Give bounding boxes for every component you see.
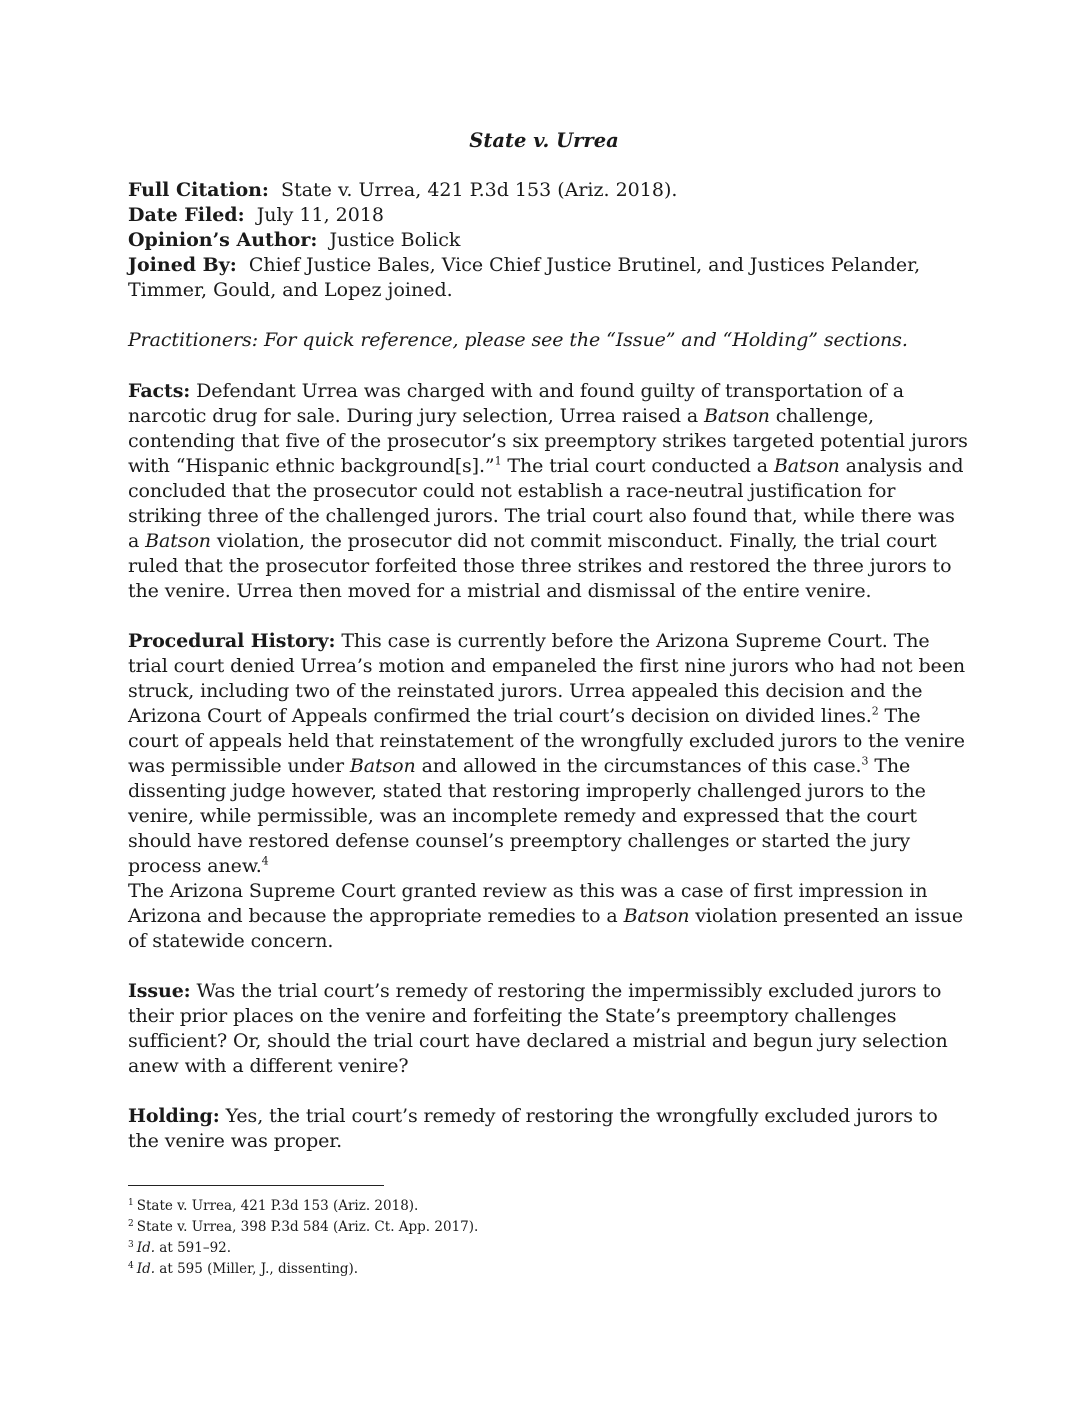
footnote-number: 2 bbox=[128, 1218, 134, 1229]
footnote-3 bbox=[128, 1238, 968, 1259]
review-text-1: The Arizona Supreme Court granted review as this was a case of first impression in Arizona and because the appropriate remedies to a bbox=[128, 880, 928, 927]
author-value: Justice Bolick bbox=[329, 229, 461, 251]
procedural-history-label: Procedural History: bbox=[128, 630, 336, 652]
footnote-4 bbox=[128, 1259, 968, 1280]
case-metadata bbox=[128, 178, 968, 303]
full-citation-label: Full Citation: bbox=[128, 179, 269, 201]
full-citation-value: State v. Urrea, 421 P.3d 153 (Ariz. 2018). bbox=[281, 179, 678, 201]
footnote-1 bbox=[128, 1196, 968, 1217]
issue-label: Issue: bbox=[128, 980, 191, 1002]
footnote-id-ref: Id. bbox=[136, 1240, 156, 1256]
batson-ref: Batson bbox=[349, 755, 416, 777]
facts-label: Facts: bbox=[128, 380, 191, 402]
footnote-2 bbox=[128, 1217, 968, 1238]
practitioners-note: Practitioners: For quick reference, please see the “Issue” and “Holding” sections. bbox=[128, 329, 908, 351]
footnote-ref-1[interactable]: 1 bbox=[494, 454, 502, 468]
date-filed-value: July 11, 2018 bbox=[256, 204, 385, 226]
footnote-id-ref: Id. bbox=[136, 1261, 156, 1277]
author-line bbox=[128, 228, 968, 253]
issue-text: Was the trial court’s remedy of restoring the impermissibly excluded jurors to their prior places on the venire and forfeiting the State’s preemptory challenges sufficient? Or, should the trial court have declared a mistrial and begun jury selection anew with a different venire? bbox=[128, 980, 948, 1077]
batson-ref: Batson bbox=[773, 455, 840, 477]
author-label: Opinion’s Author: bbox=[128, 229, 318, 251]
facts-text-4: analysis and concluded that the prosecutor could not establish a race-neutral justification for striking three of the challenged jurors. The trial court also found that, while there was a bbox=[128, 455, 964, 552]
holding-section bbox=[128, 1104, 968, 1154]
joined-by-label: Joined By: bbox=[128, 254, 237, 276]
footnote-number: 1 bbox=[128, 1197, 134, 1208]
footnote-number: 3 bbox=[128, 1239, 134, 1250]
joined-by-value: Chief Justice Bales, Vice Chief Justice Brutinel, and Justices Pelander, Timmer, Gould, and Lopez joined. bbox=[128, 254, 921, 301]
footnote-text: at 595 (Miller, J., dissenting). bbox=[155, 1261, 359, 1277]
review-text-2: violation presented an issue of statewide concern. bbox=[128, 905, 964, 952]
footnote-ref-2[interactable]: 2 bbox=[871, 704, 879, 718]
footnote-text: State v. Urrea, 398 P.3d 584 (Ariz. Ct. App. 2017). bbox=[136, 1219, 479, 1235]
footnote-ref-4[interactable]: 4 bbox=[261, 854, 269, 868]
procedural-text-1: This case is currently before the Arizona Supreme Court. The trial court denied Urrea’s motion and empaneled the first nine jurors who had not been struck, including two of the reinstated jurors. Urrea appealed this decision and the Arizona Court of Appeals confirmed the trial court’s decision on divided lines. bbox=[128, 630, 965, 727]
date-filed-label: Date Filed: bbox=[128, 204, 245, 226]
batson-ref: Batson bbox=[704, 405, 770, 427]
date-filed-line bbox=[128, 203, 968, 228]
footnotes-list bbox=[128, 1196, 968, 1280]
facts-text-3: The trial court conducted a bbox=[501, 455, 774, 477]
footnote-text: State v. Urrea, 421 P.3d 153 (Ariz. 2018). bbox=[136, 1198, 419, 1214]
footnote-ref-3[interactable]: 3 bbox=[861, 754, 869, 768]
footnote-number: 4 bbox=[128, 1260, 134, 1271]
review-paragraph bbox=[128, 879, 968, 954]
facts-text-1: Defendant Urrea was charged with and found guilty of transportation of a narcotic drug for sale. During jury selection, Urrea raised a bbox=[128, 380, 905, 427]
full-citation-line bbox=[128, 178, 968, 203]
holding-text: Yes, the trial court’s remedy of restoring the wrongfully excluded jurors to the venire was proper. bbox=[128, 1105, 938, 1152]
procedural-text-4: The dissenting judge however, stated that restoring improperly challenged jurors to the venire, while permissible, was an incomplete remedy and expressed that the court should have restored defense counsel’s preemptory challenges or started the jury process anew. bbox=[128, 755, 926, 877]
case-title: State v. Urrea bbox=[469, 129, 619, 152]
joined-by-line bbox=[128, 253, 968, 303]
procedural-text-2: The court of appeals held that reinstatement of the wrongfully excluded jurors to the venire was permissible under bbox=[128, 705, 965, 777]
footnote-divider bbox=[128, 1185, 384, 1186]
batson-ref: Batson bbox=[145, 530, 211, 552]
facts-section bbox=[128, 379, 968, 604]
holding-label: Holding: bbox=[128, 1105, 220, 1127]
procedural-history-section bbox=[128, 629, 968, 879]
footnote-text: at 591–92. bbox=[155, 1240, 232, 1256]
facts-text-5: violation, the prosecutor did not commit misconduct. Finally, the trial court ruled that the prosecutor forfeited those three strikes and restored the three jurors to the venire. Urrea then moved for a mistrial and dismissal of the entire venire. bbox=[128, 530, 952, 602]
procedural-text-3: and allowed in the circumstances of this case. bbox=[415, 755, 862, 777]
issue-section bbox=[128, 979, 968, 1079]
facts-text-2: challenge, contending that five of the prosecutor’s six preemptory strikes targeted potential jurors with “Hispanic ethnic background[s].” bbox=[128, 405, 968, 477]
batson-ref: Batson bbox=[623, 905, 690, 927]
